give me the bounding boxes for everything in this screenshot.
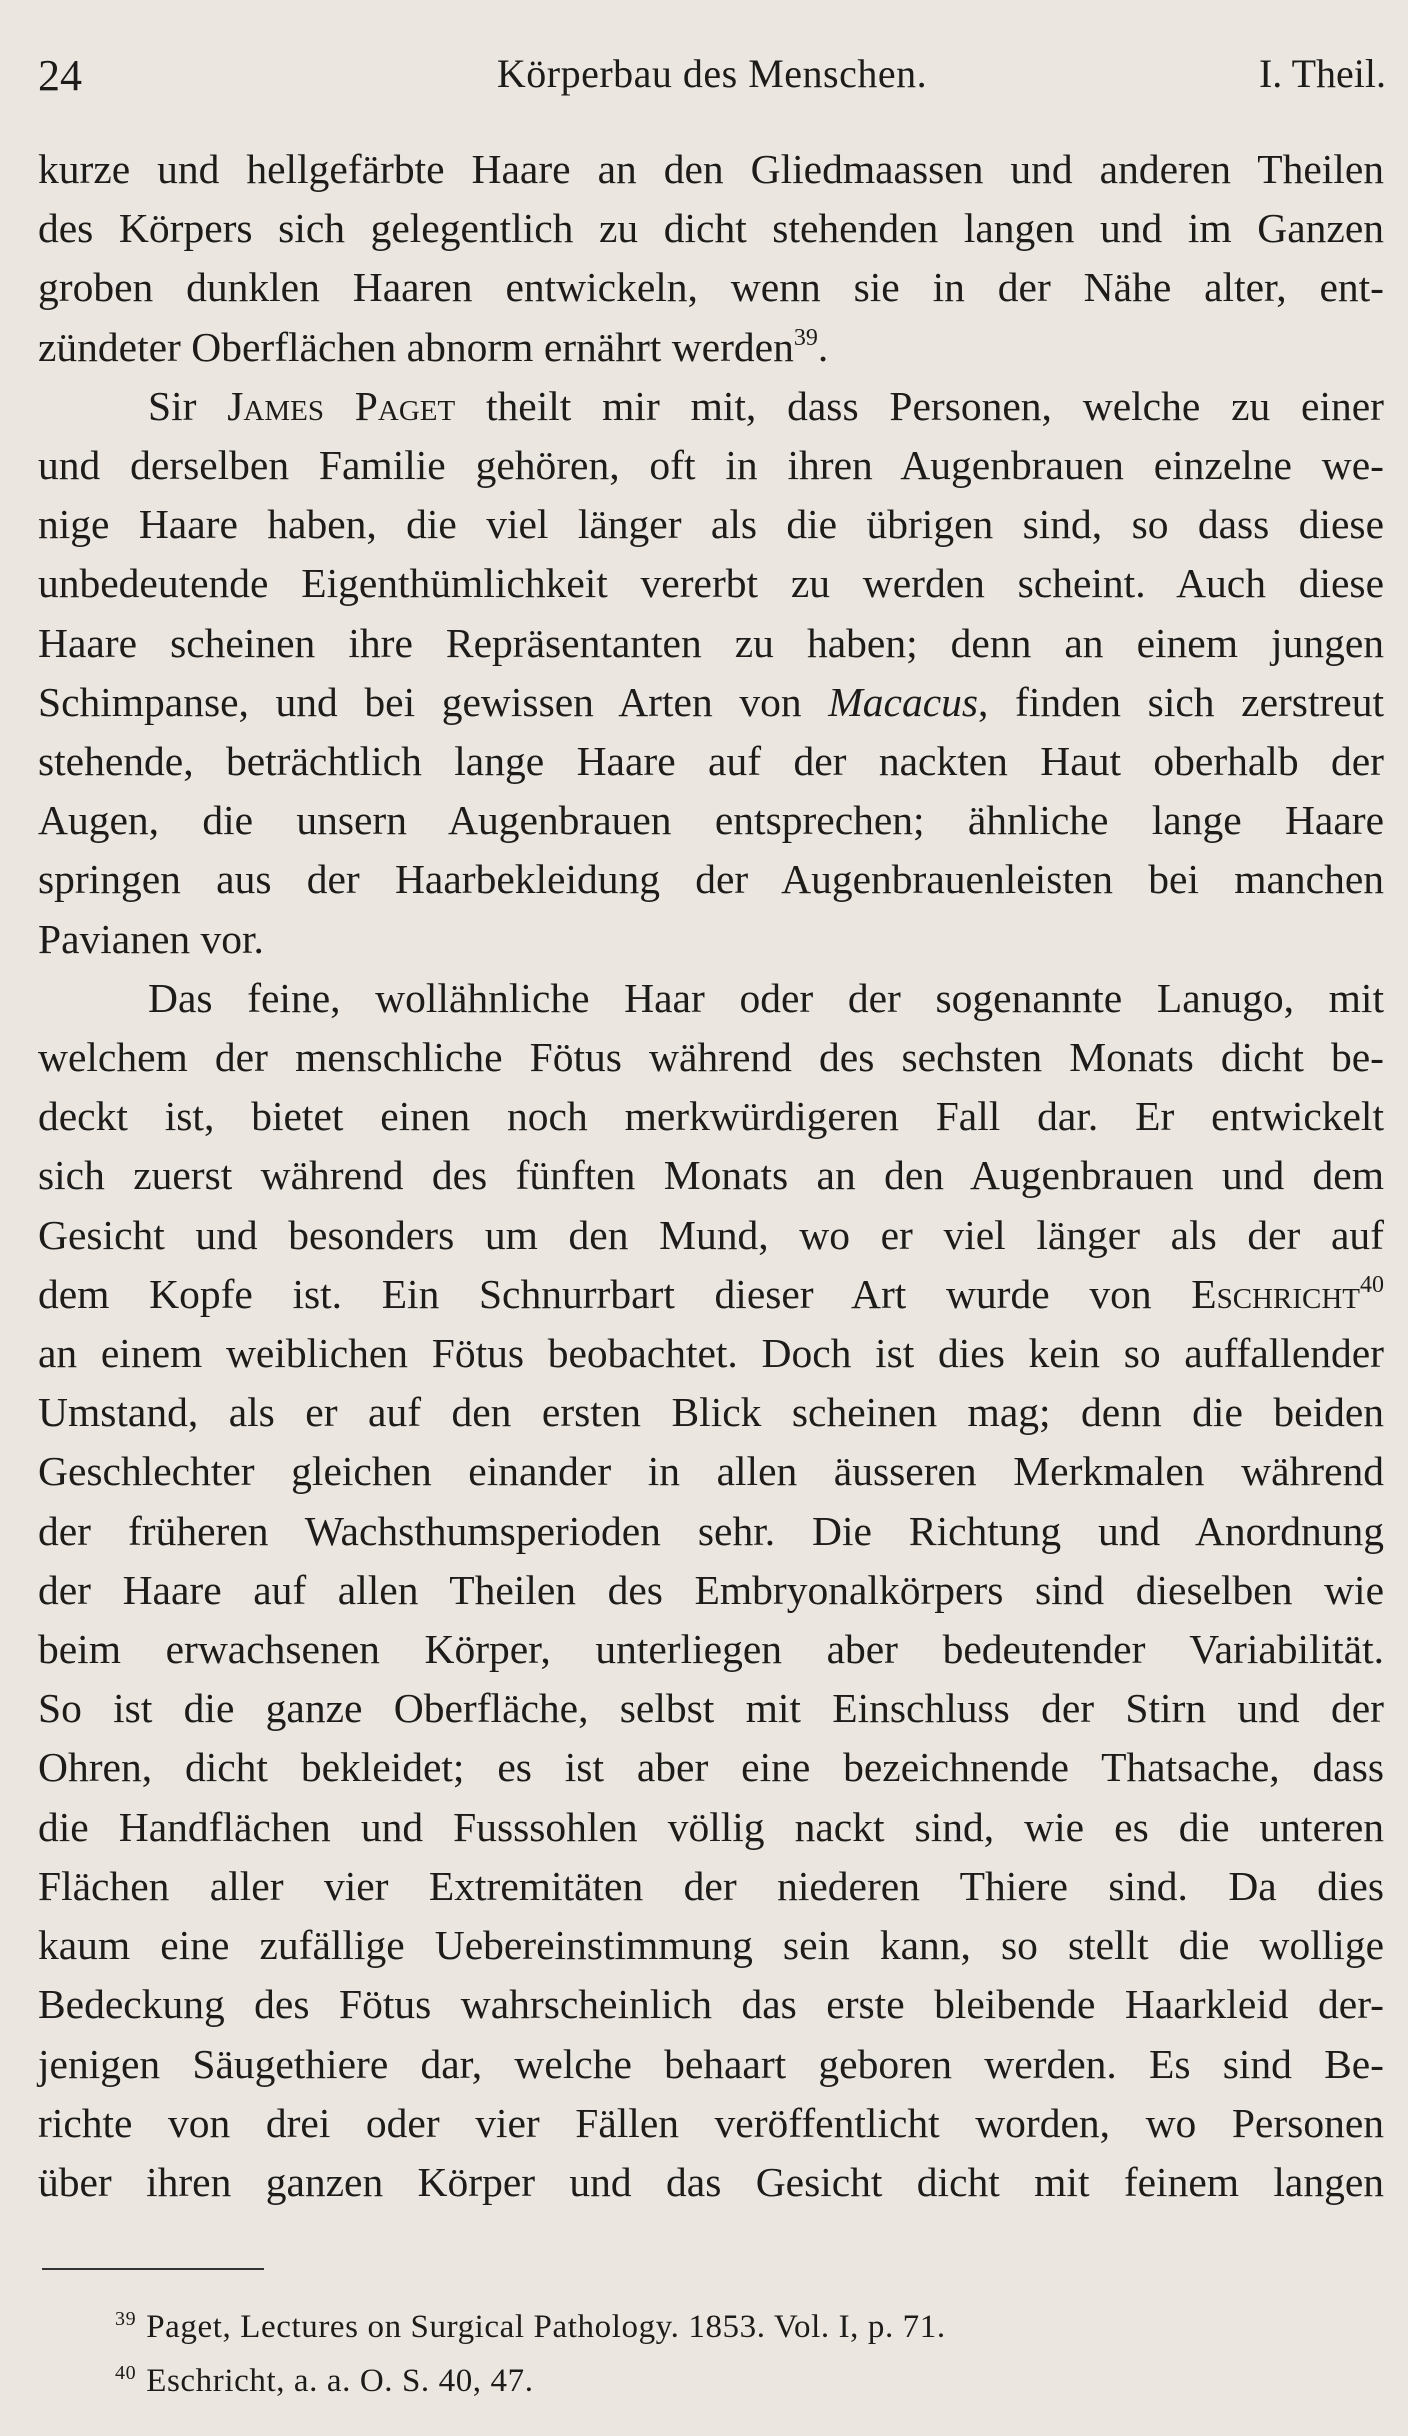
text-line: stehende, beträchtlich lange Haare auf der nackten Haut oberhalb der bbox=[38, 738, 1384, 785]
text-line: sich zuerst während des fünften Monats an den Augenbrauen und dem bbox=[38, 1152, 1384, 1199]
footnote-text: Eschricht, a. a. O. S. 40, 47. bbox=[146, 2363, 534, 2399]
part-label: I. Theil. bbox=[1258, 51, 1386, 96]
text-line: Ohren, dicht bekleidet; es ist aber eine bezeichnende Thatsache, dass bbox=[38, 1744, 1384, 1791]
text-line: Geschlechter gleichen einander in allen äusseren Merkmalen während bbox=[38, 1448, 1384, 1495]
text-line: des Körpers sich gelegentlich zu dicht stehenden langen und im Ganzen bbox=[38, 205, 1384, 252]
text-line: Schimpanse, und bei gewissen Arten von Macacus, finden sich zerstreut bbox=[38, 678, 1385, 725]
person-name: James Paget bbox=[227, 382, 456, 429]
text-line: richte von drei oder vier Fällen veröffentlicht worden, wo Personen bbox=[38, 2099, 1384, 2146]
footnote-mark: 40 bbox=[115, 2362, 137, 2384]
text-line: welchem der menschliche Fötus während des sechsten Monats dicht be- bbox=[38, 1034, 1384, 1081]
text-line: Bedeckung des Fötus wahrscheinlich das erste bleibende Haarkleid der- bbox=[38, 1981, 1384, 2028]
text-line: Flächen aller vier Extremitäten der niederen Thiere sind. Da dies bbox=[38, 1862, 1384, 1909]
footnote-text: Paget, Lectures on Surgical Pathology. 1853. Vol. I, p. 71. bbox=[146, 2309, 946, 2345]
page-header bbox=[38, 50, 1386, 110]
text-line: der früheren Wachsthumsperioden sehr. Die Richtung und Anordnung bbox=[38, 1507, 1384, 1554]
footnote bbox=[115, 2354, 1265, 2408]
text-line: Das feine, wollähnliche Haar oder der sogenannte Lanugo, mit bbox=[148, 974, 1384, 1021]
text-line: dem Kopfe ist. Ein Schnurrbart dieser Art wurde von Eschricht$^{40}$ bbox=[38, 1270, 1384, 1317]
running-title: Körperbau des Menschen. bbox=[496, 51, 928, 96]
text-line: zündeter Oberflächen abnorm ernährt werden$^{39}$. bbox=[38, 323, 829, 370]
text-line: Sir James Paget theilt mir mit, dass Personen, welche zu einer bbox=[148, 382, 1384, 429]
footnotes bbox=[115, 2300, 1265, 2408]
footnote-ref[interactable]: 40 bbox=[1360, 1271, 1384, 1298]
page-number: 24 bbox=[38, 51, 82, 100]
footnote-ref[interactable]: 39 bbox=[793, 324, 818, 351]
text-line: groben dunklen Haaren entwickeln, wenn sie in der Nähe alter, ent- bbox=[38, 264, 1384, 311]
text-line: beim erwachsenen Körper, unterliegen aber bedeutender Variabilität. bbox=[38, 1626, 1384, 1673]
text-line: die Handflächen und Fusssohlen völlig nackt sind, wie es die unteren bbox=[38, 1803, 1384, 1850]
text-line: unbedeutende Eigenthümlichkeit vererbt zu werden scheint. Auch diese bbox=[38, 560, 1384, 607]
text-line: und derselben Familie gehören, oft in ihren Augenbrauen einzelne we- bbox=[38, 442, 1384, 489]
footnote bbox=[115, 2300, 1265, 2354]
footnote-mark: 39 bbox=[115, 2308, 137, 2330]
text-line: springen aus der Haarbekleidung der Augenbrauenleisten bei manchen bbox=[38, 856, 1384, 903]
body-text bbox=[38, 140, 1384, 2212]
text-line: der Haare auf allen Theilen des Embryonalkörpers sind dieselben wie bbox=[38, 1566, 1384, 1613]
text-line: Gesicht und besonders um den Mund, wo er viel länger als der auf bbox=[38, 1211, 1384, 1258]
genus-name: Macacus bbox=[828, 678, 979, 725]
text-line: So ist die ganze Oberfläche, selbst mit Einschluss der Stirn und der bbox=[38, 1685, 1384, 1732]
text-line: über ihren ganzen Körper und das Gesicht dicht mit feinem langen bbox=[38, 2158, 1384, 2205]
text-line: Pavianen vor. bbox=[38, 915, 264, 962]
text-line: Umstand, als er auf den ersten Blick scheinen mag; denn die beiden bbox=[38, 1389, 1384, 1436]
text-line: kaum eine zufällige Uebereinstimmung sein kann, so stellt die wollige bbox=[38, 1922, 1384, 1969]
text-line: kurze und hellgefärbte Haare an den Gliedmaassen und anderen Theilen bbox=[38, 146, 1384, 192]
text-line: nige Haare haben, die viel länger als die übrigen sind, so dass diese bbox=[38, 501, 1384, 548]
text-line: deckt ist, bietet einen noch merkwürdigeren Fall dar. Er entwickelt bbox=[38, 1093, 1384, 1140]
footnote-divider bbox=[42, 2268, 264, 2270]
text-line: an einem weiblichen Fötus beobachtet. Doch ist dies kein so auffallender bbox=[38, 1330, 1384, 1377]
person-name: Eschricht bbox=[1191, 1270, 1360, 1317]
text-line: jenigen Säugethiere dar, welche behaart geboren werden. Es sind Be- bbox=[38, 2040, 1384, 2087]
text-line: Haare scheinen ihre Repräsentanten zu haben; denn an einem jungen bbox=[38, 619, 1384, 666]
text-line: Augen, die unsern Augenbrauen entsprechen; ähnliche lange Haare bbox=[38, 797, 1384, 844]
